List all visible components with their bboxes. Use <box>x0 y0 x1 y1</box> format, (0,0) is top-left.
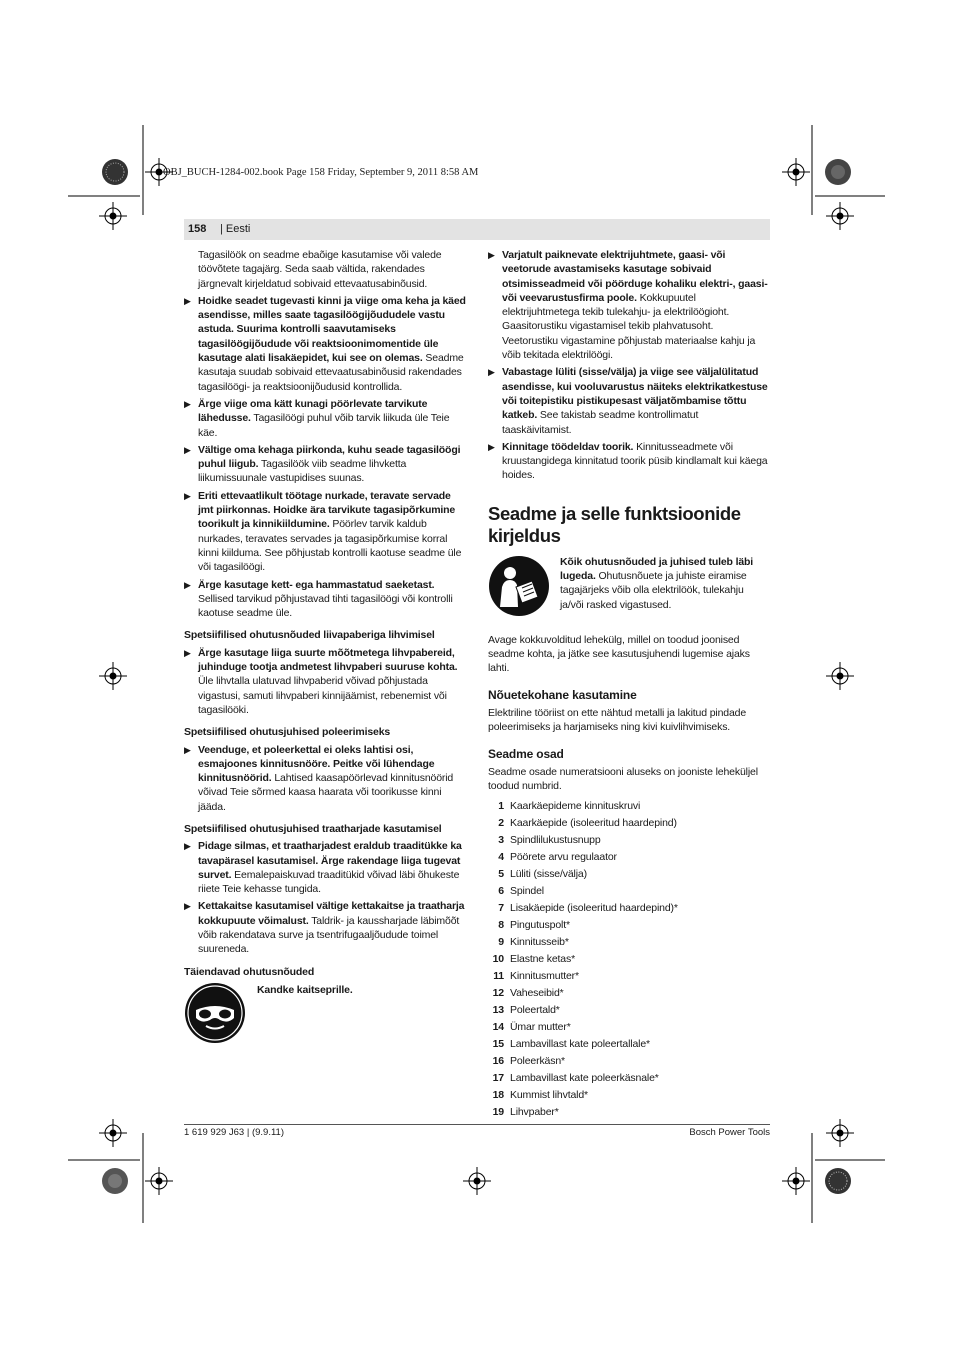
list-item: 4 Pöörete arvu regulaator <box>498 851 617 864</box>
arrow-icon: ▶ <box>184 841 191 852</box>
list-item: 9 Kinnitusseib* <box>498 936 569 949</box>
goggles-text: Kandke kaitseprille. <box>257 983 353 996</box>
bullet-item: ▶ Vabastage lüliti (sisse/välja) ja viige see väljalülitatud asendisse, kui vooluvarustus näiteks elektrikatkestuse või toitepistiku pistikupesast väljatõmbamise tõttu katkeb. See takistab seadme kontrollimatut taaskäivitamist. <box>488 366 768 436</box>
list-item: 7 Lisakäepide (isoleeritud haardepind)* <box>498 902 678 915</box>
bullet-item: ▶ Ärge kasutage liiga suurte mõõtmetega lihvpabereid, juhinduge tootja andmetest lihvpaberi suuruse kohta. Üle lihvtalla ulatuvad lihvpaberid võivad põhjustada vigastusi, samuti lihvpaberi kinnijäämist, rebenemist või tagasilööki. <box>184 646 458 716</box>
page-number: 158 <box>188 223 207 235</box>
list-item: 3 Spindlilukustusnupp <box>498 834 601 847</box>
right-column <box>488 248 770 1122</box>
left-column <box>184 248 466 1048</box>
section-title-wire-brush: Spetsiifilised ohutusjuhised traatharjade kasutamisel <box>184 822 442 835</box>
list-item: 17 Lambavillast kate poleerkäsnale* <box>492 1072 659 1085</box>
arrow-icon: ▶ <box>184 579 191 590</box>
arrow-icon: ▶ <box>184 398 191 409</box>
list-item: 6 Spindel <box>498 885 544 898</box>
list-item: 13 Poleertald* <box>492 1004 560 1017</box>
list-item: 2 Kaarkäepide (isoleeritud haardepind) <box>498 817 677 830</box>
footer-rule <box>184 1124 770 1125</box>
parts-list <box>488 799 770 1122</box>
arrow-icon: ▶ <box>184 901 191 912</box>
bullet-item: ▶ Kettakaitse kasutamisel vältige kettakaitse ja traatharja kokkupuute võimalust. Taldrik- ja kaussharjade läbimõõt võib rakendatava surve ja tsentrifugaaljõudude toimel suureneda. <box>184 900 465 956</box>
arrow-icon: ▶ <box>488 367 495 378</box>
list-item: 14 Ümar mutter* <box>492 1021 571 1034</box>
book-info-line: OBJ_BUCH-1284-002.book Page 158 Friday, September 9, 2011 8:58 AM <box>163 167 479 178</box>
page-header <box>184 219 770 240</box>
arrow-icon: ▶ <box>184 490 191 501</box>
bullet-item: ▶ Vältige oma kehaga piirkonda, kuhu seade tagasilöögi puhul liigub. Tagasilöök viib seadme lihvketta liikumissuunale vastupidises suunas. <box>184 443 461 485</box>
header-language: | Eesti <box>220 223 251 235</box>
arrow-icon: ▶ <box>184 295 191 306</box>
bullet-item: ▶ Varjatult paiknevate elektrijuhtmete, gaasi- või veetorude avastamiseks kasutage sobivaid otsimisseadmeid või pöörduge kohaliku elektri-, gaasi- või veevarustusfirma poole. Kokkupuutel elektrijuhtmetega tekib tulekahju- ja elektrilöögioht. Gaasitorustiku vigastamisel tekib plahvatusoht. Veetorustiku vigastamine põhjustab materiaalse kahju ja võib tekitada elektrilöögi. <box>488 249 768 362</box>
parts-title: Seadme osad <box>488 746 564 761</box>
bullet-item: ▶ Hoidke seadet tugevasti kinni ja viige oma keha ja käed asendisse, milles saate tagasilöögijõududele vastu astuda. Suurima kontrolli saavutamiseks tagasilöögijõudude või reaktsioonimomentide üle kasutage alati lisakäepidet, kui see on olemas. Seadme kasutaja suudab sobivaid ettevaatusabinõusid rakendades tagasilöögi- ja reaktsioonijõudusid kontrollida. <box>184 294 466 393</box>
list-item: 11 Kinnitusmutter* <box>493 970 579 983</box>
arrow-icon: ▶ <box>184 744 191 755</box>
list-item: 18 Kummist lihvtald* <box>492 1089 588 1102</box>
list-item: 12 Vaheseibid* <box>492 987 564 1000</box>
bullet-item: ▶ Ärge kasutage kett- ega hammastatud saeketast. Sellised tarvikud põhjustavad tihti tagasilöögi või kontrolli kaotuse seadme üle. <box>184 578 453 620</box>
bullet-item: ▶ Ärge viige oma kätt kunagi pöörlevate tarvikute lähedusse. Tagasilöögi puhul võib tarvik liikuda üle Teie käe. <box>184 397 450 439</box>
list-item: 15 Lambavillast kate poleertallale* <box>492 1038 650 1051</box>
bullet-item: ▶ Pidage silmas, et traatharjadest eraldub traaditükke ka tavapärasel kasutamisel. Ärge rakendage liiga tugevat survet. Eemalepaiskuvad traaditükid võivad läbi õhukeste riiete Teie kehasse tungida. <box>184 840 462 896</box>
list-item: 19 Lihvpaber* <box>492 1106 559 1119</box>
section-heading: Seadme ja selle funktsioonide kirjeldus <box>488 502 741 546</box>
bullet-item: ▶ Kinnitage töödeldav toorik. Kinnitusseadmete või kruustangidega kinnitatud toorik püsib kindlamalt kui käega hoides. <box>488 440 768 482</box>
section-title-polishing: Spetsiifilised ohutusjuhised poleerimiseks <box>184 726 391 739</box>
section-title-additional: Täiendavad ohutusnõuded <box>184 965 315 978</box>
footer-brand: Bosch Power Tools <box>689 1127 770 1138</box>
safety-goggles-icon <box>184 982 246 1044</box>
arrow-icon: ▶ <box>488 250 495 260</box>
arrow-icon: ▶ <box>184 444 191 455</box>
list-item: 8 Pingutuspolt* <box>498 919 570 932</box>
list-item: 16 Poleerkäsn* <box>492 1055 565 1068</box>
list-item: 1 Kaarkäepideme kinnituskruvi <box>498 800 641 813</box>
kickback-intro: Tagasilöök on seadme ebaõige kasutamise või valede töövõtete tagajärg. Seda saab vältida, rakendades järgnevalt kirjeldatud sobivaid ettevaatusabinõusid. <box>198 249 442 290</box>
footer-doc-number: 1 619 929 J63 | (9.9.11) <box>184 1127 285 1138</box>
intended-use-text: Elektriline tööriist on ette nähtud metalli ja lakitud pindade poleerimiseks ja harjamiseks ning kivi kuivlihvimiseks. <box>488 706 747 734</box>
arrow-icon: ▶ <box>488 441 495 452</box>
bullet-item: ▶ Eriti ettevaatlikult töötage nurkade, teravate servade jmt piirkonnas. Hoidke ära tarvikute tagasipõrkumine toorikult ja kinnikiildumine. Pöörlev tarvik kaldub nurkades, teravates servades ja tagasipõrkumise korral kinni kiilduma. See põhjustab kontrolli kaotuse seadme üle või tagasilöögi. <box>184 489 462 574</box>
section-title-sanding: Spetsiifilised ohutusnõuded liivapaberiga lihvimisel <box>184 629 435 642</box>
read-instructions-notice <box>488 555 770 627</box>
parts-intro: Seadme osade numeratsiooni aluseks on jooniste leheküljel toodud numbrid. <box>488 765 758 793</box>
read-manual-icon <box>488 555 550 617</box>
list-item: 10 Elastne ketas* <box>492 953 576 966</box>
arrow-icon: ▶ <box>184 647 191 658</box>
list-item: 5 Lüliti (sisse/välja) <box>498 868 587 881</box>
intended-use-title: Nõuetekohane kasutamine <box>488 687 637 702</box>
hint-text: Kõik ohutusnõuded ja juhised tuleb läbi lugeda. Ohutusnõuete ja juhiste eiramise tagajärjeks võib olla elektrilöök, tulekahju ja/või rasked vigastused. <box>560 555 754 611</box>
foldout-text: Avage kokkuvolditud lehekülg, millel on toodud joonised seadme kohta, ja jätke see kasutusjuhendi lugemise ajaks lahti. <box>488 633 750 675</box>
bullet-item: ▶ Veenduge, et poleerkettal ei oleks lahtisi osi, esmajoones kinnitusnööre. Peitke või lühendage kinnitusnöörid. Lahtised kaasapöörlevad kinnitusnöörid võivad Teie sõrmed kaasa haarata või toorikusse kinni jääda. <box>184 743 454 813</box>
goggles-warning <box>184 982 466 1048</box>
